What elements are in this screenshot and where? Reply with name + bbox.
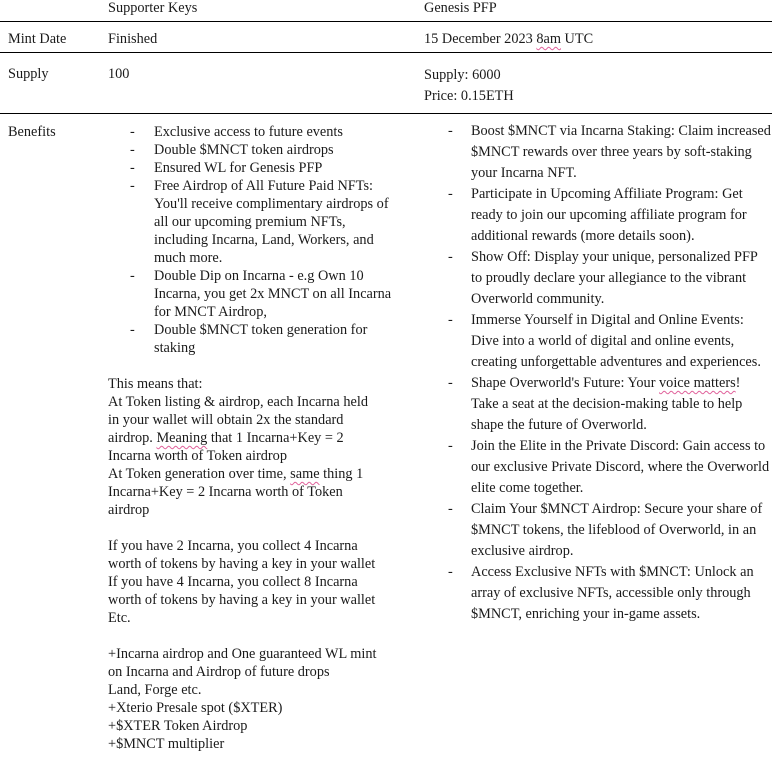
benefits-row — [0, 114, 772, 774]
keys-text-line: Land, Forge etc. — [108, 682, 202, 698]
genesis-benefit-item — [424, 499, 771, 562]
keys-text-line: At Token listing & airdrop, each Incarna held — [108, 394, 368, 410]
mint-date-genesis-tz: UTC — [560, 31, 594, 47]
benefit-text: Double Dip on Incarna - e.g Own 10 Incarna, you get 2x MNCT on all Incarna for MNCT Airdrop, — [154, 268, 392, 320]
supporter-keys-benefit-item — [108, 123, 400, 141]
keys-text-span: At Token generation over time, — [108, 466, 291, 482]
spellcheck-word: Meaning — [156, 430, 208, 446]
supporter-keys-benefit-item — [108, 159, 400, 177]
spellcheck-word: same — [290, 466, 320, 482]
keys-text-line: in your wallet will obtain 2x the standard — [108, 412, 344, 428]
dash-bullet: - — [448, 312, 453, 328]
genesis-pfp-benefits — [417, 114, 772, 625]
genesis-benefit-item — [424, 310, 771, 373]
benefit-text: Join the Elite in the Private Discord: Gain access to our exclusive Private Discord, where the Overworld elite come together. — [471, 438, 770, 496]
keys-text-line: +$MNCT multiplier — [108, 736, 225, 752]
keys-text-line: worth of tokens by having a key in your wallet — [108, 556, 376, 572]
genesis-supply: Supply: 6000 — [424, 67, 501, 83]
keys-text-line: If you have 2 Incarna, you collect 4 Incarna — [108, 538, 358, 554]
keys-text-line: Incarna+Key = 2 Incarna worth of Token — [108, 484, 343, 500]
dash-bullet: - — [448, 564, 453, 580]
benefit-text: Access Exclusive NFTs with $MNCT: Unlock an array of exclusive NFTs, accessible only through $MNCT, enriching your in-game assets. — [471, 564, 754, 622]
genesis-benefit-item — [424, 184, 771, 247]
benefit-text: Boost $MNCT via Incarna Staking: Claim increased $MNCT rewards over three years by soft-staking your Incarna NFT. — [471, 123, 771, 181]
mint-date-genesis — [417, 22, 772, 48]
keys-text-line: airdrop — [108, 502, 150, 518]
keys-text-line: +Xterio Presale spot ($XTER) — [108, 700, 283, 716]
header-supporter-keys: Supporter Keys — [108, 0, 198, 16]
dash-bullet: - — [130, 178, 135, 194]
header-row — [0, 0, 772, 22]
genesis-benefit-item — [424, 562, 771, 625]
keys-text-span: airdrop. — [108, 430, 157, 446]
keys-text-span: thing 1 — [319, 466, 364, 482]
mint-date-label: Mint Date — [8, 31, 67, 47]
benefit-text: Immerse Yourself in Digital and Online Events: Dive into a world of digital and online events, creating unforgettable adventures and experiences. — [471, 312, 761, 370]
benefit-text: Exclusive access to future events — [154, 124, 343, 140]
dash-bullet: - — [130, 142, 135, 158]
genesis-benefit-item — [424, 247, 771, 310]
benefit-text: Double $MNCT token airdrops — [154, 142, 334, 158]
mint-date-genesis-text: 15 December 2023 — [424, 31, 537, 47]
mint-date-row — [0, 22, 772, 53]
benefit-text: Ensured WL for Genesis PFP — [154, 160, 323, 176]
keys-text-line: This means that: — [108, 376, 203, 392]
keys-text-line: +$XTER Token Airdrop — [108, 718, 248, 734]
supply-genesis — [417, 53, 772, 107]
dash-bullet: - — [448, 249, 453, 265]
keys-text-line — [108, 465, 416, 483]
dash-bullet: - — [448, 501, 453, 517]
benefit-text: Participate in Upcoming Affiliate Program: Get ready to join our upcoming affiliate program for additional rewards (more details soon). — [471, 186, 747, 244]
keys-text-line — [108, 429, 416, 447]
benefits-label: Benefits — [8, 124, 56, 140]
spellcheck-word: voice matters — [659, 375, 736, 391]
benefit-text: Claim Your $MNCT Airdrop: Secure your share of $MNCT tokens, the lifeblood of Overworld, in an exclusive airdrop. — [471, 501, 763, 559]
header-genesis-pfp: Genesis PFP — [424, 0, 497, 16]
dash-bullet: - — [448, 186, 453, 202]
keys-text-line: worth of tokens by having a key in your wallet — [108, 592, 376, 608]
mint-date-keys: Finished — [108, 31, 158, 47]
benefit-text: Show Off: Display your unique, personalized PFP to proudly declare your allegiance to the vibrant Overworld community. — [471, 249, 758, 307]
keys-text-line: +Incarna airdrop and One guaranteed WL mint — [108, 646, 377, 662]
genesis-benefits-list — [424, 121, 772, 625]
dash-bullet: - — [448, 438, 453, 454]
keys-text-line: on Incarna and Airdrop of future drops — [108, 664, 330, 680]
keys-text-span: that 1 Incarna+Key = 2 — [207, 430, 344, 446]
genesis-price: Price: 0.15ETH — [424, 88, 514, 104]
supporter-keys-list — [108, 123, 416, 357]
benefit-text: Double $MNCT token generation for staking — [154, 322, 368, 356]
keys-text-line: Etc. — [108, 610, 131, 626]
keys-text-line: If you have 4 Incarna, you collect 8 Incarna — [108, 574, 358, 590]
genesis-benefit-item — [424, 121, 771, 184]
benefit-text: ! Take a seat at the decision-making table to help shape the future of Overworld. — [471, 375, 743, 433]
supply-label: Supply — [8, 66, 49, 82]
dash-bullet: - — [130, 124, 135, 140]
supporter-keys-benefit-item — [108, 141, 400, 159]
mint-date-genesis-time: 8am — [536, 31, 561, 47]
supporter-keys-benefit-item — [108, 321, 400, 357]
dash-bullet: - — [448, 375, 453, 391]
supply-keys: 100 — [108, 66, 130, 82]
keys-text-line: Incarna worth of Token airdrop — [108, 448, 287, 464]
supporter-keys-benefit-item — [108, 267, 400, 321]
dash-bullet: - — [130, 268, 135, 284]
genesis-benefit-item — [424, 373, 771, 436]
dash-bullet: - — [448, 123, 453, 139]
dash-bullet: - — [130, 322, 135, 338]
benefit-text: Free Airdrop of All Future Paid NFTs: You'll receive complimentary airdrops of all our upcoming premium NFTs, including Incarna, Land, Workers, and much more. — [154, 178, 389, 266]
benefit-text: Shape Overworld's Future: Your — [471, 375, 660, 391]
dash-bullet: - — [130, 160, 135, 176]
genesis-benefit-item — [424, 436, 771, 499]
supporter-keys-benefits — [100, 114, 416, 753]
supporter-keys-benefit-item — [108, 177, 400, 267]
supply-row — [0, 53, 772, 114]
